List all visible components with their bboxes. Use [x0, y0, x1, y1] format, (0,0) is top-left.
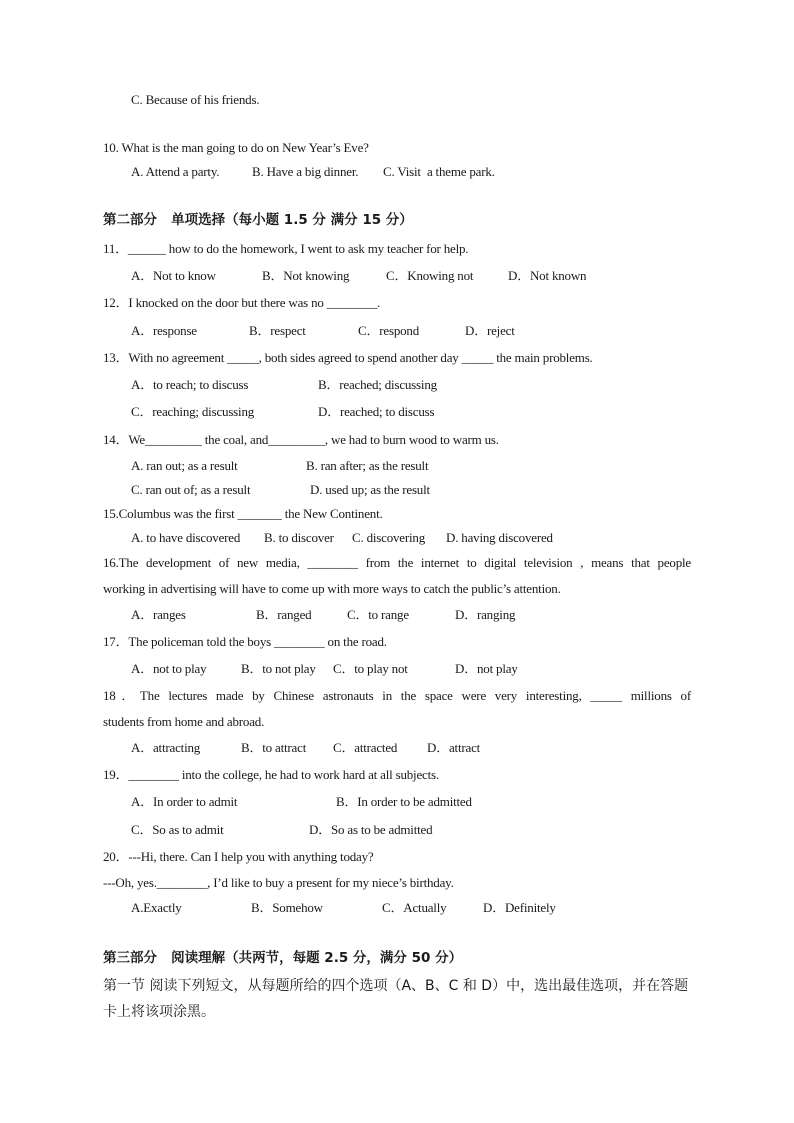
q18-option-b: B．to attract	[241, 740, 307, 755]
q20-option-d: D．Definitely	[483, 900, 556, 915]
q17-option-a: A．not to play	[131, 661, 207, 676]
q16-option-d: D．ranging	[455, 607, 516, 622]
q11-stem: 11．______ how to do the homework, I went to ask my teacher for help.	[103, 241, 469, 256]
q18-stem-line2: students from home and abroad.	[103, 714, 265, 729]
q10-option-a: A. Attend a party.	[131, 164, 220, 179]
q16-option-c: C．to range	[347, 607, 409, 622]
q12-option-d: D．reject	[465, 323, 515, 338]
q11-option-d: D．Not known	[508, 268, 587, 283]
q14-option-a: A. ran out; as a result	[131, 458, 238, 473]
q19-option-a: A．In order to admit	[131, 794, 238, 809]
q11-option-b: B．Not knowing	[262, 268, 350, 283]
q19-option-b: B．In order to be admitted	[336, 794, 472, 809]
q16-option-a: A．ranges	[131, 607, 186, 622]
q13-option-d: D．reached; to discuss	[318, 404, 435, 419]
q18-option-a: A．attracting	[131, 740, 201, 755]
q11-option-c: C．Knowing not	[386, 268, 474, 283]
part3-title: 第三部分 阅读理解（共两节，每题 2.5 分，满分 50 分）	[103, 950, 463, 966]
q14-option-d: D. used up; as the result	[310, 482, 430, 497]
q15-option-d: D. having discovered	[446, 530, 553, 545]
q15-stem: 15.Columbus was the first _______ the New Continent.	[103, 506, 383, 521]
q10-option-c: C. Visit a theme park.	[383, 164, 495, 179]
q20-option-c: C．Actually	[382, 900, 447, 915]
q12-option-c: C．respond	[358, 323, 420, 338]
q19-option-c: C．So as to admit	[131, 822, 224, 837]
q19-option-d: D．So as to be admitted	[309, 822, 433, 837]
q12-stem: 12．I knocked on the door but there was no ________.	[103, 295, 381, 310]
q17-stem: 17．The policeman told the boys ________ on the road.	[103, 634, 387, 649]
q10-stem: 10. What is the man going to do on New Year’s Eve?	[103, 140, 369, 155]
q9-option-c: C. Because of his friends.	[131, 92, 260, 107]
q12-option-a: A．response	[131, 323, 197, 338]
q16-stem-line1: 16.The development of new media, ________ from the internet to digital television , means that people	[103, 555, 691, 570]
q14-option-b: B. ran after; as the result	[306, 458, 429, 473]
q13-stem: 13．With no agreement _____, both sides agreed to spend another day _____ the main problems.	[103, 350, 593, 365]
q14-option-c: C. ran out of; as a result	[131, 482, 251, 497]
q18-option-c: C．attracted	[333, 740, 398, 755]
q18-stem-line1: 18．The lectures made by Chinese astronauts in the space were very interesting, _____ millions of	[103, 688, 691, 703]
q20-stem-line1: 20．---Hi, there. Can I help you with anything today?	[103, 849, 374, 864]
q16-option-b: B．ranged	[256, 607, 312, 622]
q18-option-d: D．attract	[427, 740, 481, 755]
q12-option-b: B．respect	[249, 323, 306, 338]
q17-option-c: C．to play not	[333, 661, 408, 676]
part3-instruction-line1: 第一节 阅读下列短文，从每题所给的四个选项（A、B、C 和 D）中，选出最佳选项，并在答题	[103, 978, 689, 994]
q16-stem-line2: working in advertising will have to come up with more ways to catch the public’s attention.	[103, 581, 561, 596]
q20-option-a: A.Exactly	[131, 900, 182, 915]
q10-option-b: B. Have a big dinner.	[252, 164, 359, 179]
q14-stem: 14．We_________ the coal, and_________, we had to burn wood to warm us.	[103, 432, 499, 447]
q20-stem-line2: ---Oh, yes.________, I’d like to buy a present for my niece’s birthday.	[103, 875, 454, 890]
q20-option-b: B．Somehow	[251, 900, 323, 915]
q17-option-d: D．not play	[455, 661, 518, 676]
q15-option-a: A. to have discovered	[131, 530, 241, 545]
part2-title: 第二部分 单项选择（每小题 1.5 分 满分 15 分）	[103, 212, 413, 228]
q13-option-a: A．to reach; to discuss	[131, 377, 249, 392]
q19-stem: 19．________ into the college, he had to work hard at all subjects.	[103, 767, 439, 782]
q17-option-b: B．to not play	[241, 661, 316, 676]
q13-option-b: B．reached; discussing	[318, 377, 437, 392]
part3-instruction-line2: 卡上将该项涂黑。	[103, 1004, 215, 1020]
q11-option-a: A．Not to know	[131, 268, 216, 283]
q13-option-c: C．reaching; discussing	[131, 404, 255, 419]
q15-option-b: B. to discover	[264, 530, 334, 545]
q15-option-c: C. discovering	[352, 530, 426, 545]
